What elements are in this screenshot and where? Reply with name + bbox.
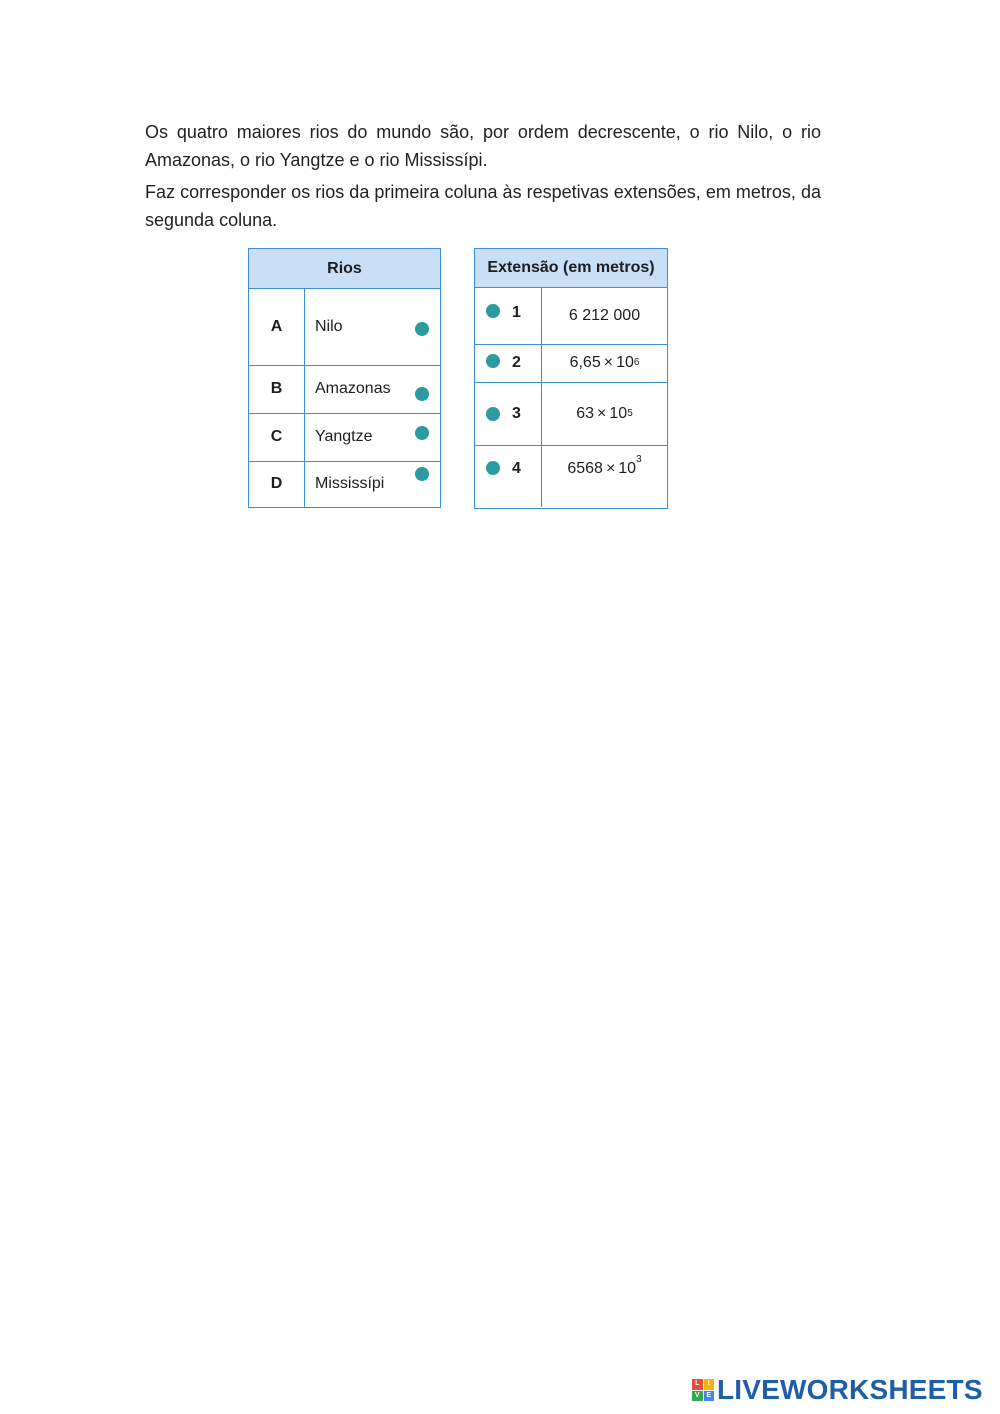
- rios-row-d: [249, 461, 440, 507]
- match-dot-a[interactable]: [415, 322, 429, 336]
- row-letter: D: [249, 461, 305, 507]
- length-value: [542, 287, 667, 344]
- river-name: Amazonas: [315, 380, 391, 397]
- ext-num-cell: [475, 445, 542, 507]
- match-dot-2[interactable]: [486, 354, 500, 368]
- ext-row-1: [475, 287, 667, 345]
- logo-letter: E: [704, 1391, 715, 1402]
- river-name: Yangtze: [315, 428, 373, 445]
- logo-text: LIVEWORKSHEETS: [717, 1374, 983, 1405]
- value-base: 6,65: [569, 354, 601, 371]
- row-number: 2: [512, 354, 521, 371]
- row-number: 1: [512, 304, 521, 321]
- match-dot-b[interactable]: [415, 387, 429, 401]
- river-name: Nilo: [315, 317, 343, 335]
- row-letter: A: [249, 288, 305, 365]
- rios-row-c: [249, 413, 440, 462]
- ext-row-3: [475, 382, 667, 446]
- rios-row-a: [249, 288, 440, 366]
- times-sign: ×: [605, 460, 616, 477]
- match-dot-c[interactable]: [415, 426, 429, 440]
- intro-paragraph: Os quatro maiores rios do mundo são, por ordem decrescente, o rio Nilo, o rio Amazonas, o rio Yangtze e o rio Mississípi.: [145, 122, 821, 170]
- length-value: 63 × 10 5: [576, 404, 633, 422]
- match-dot-1[interactable]: [486, 304, 500, 318]
- ext-num-cell: [475, 344, 542, 382]
- ext-num-cell: [475, 382, 542, 445]
- logo-letter: I: [704, 1379, 715, 1390]
- row-number: 3: [512, 405, 521, 422]
- extensao-header: Extensão (em metros): [475, 249, 667, 288]
- liveworksheets-logo-icon: [692, 1379, 714, 1401]
- match-dot-3[interactable]: [486, 407, 500, 421]
- logo-letter: V: [692, 1391, 703, 1402]
- ext-row-2: [475, 344, 667, 383]
- river-name: Mississípi: [315, 475, 385, 492]
- extensao-table: [474, 248, 668, 509]
- value-base: 63: [576, 404, 595, 422]
- row-number: 4: [512, 460, 521, 477]
- liveworksheets-logo[interactable]: [692, 1376, 983, 1404]
- length-value: 6,65 × 10 6: [569, 354, 640, 371]
- match-dot-4[interactable]: [486, 461, 500, 475]
- logo-letter: L: [692, 1379, 703, 1390]
- value-base: 6568: [567, 460, 603, 477]
- value-power: 10: [618, 460, 637, 477]
- instruction-paragraph: Faz corresponder os rios da primeira coluna às respetivas extensões, em metros, da segunda coluna.: [145, 182, 821, 230]
- ext-num-cell: [475, 287, 542, 344]
- value-power: 10: [609, 404, 628, 422]
- row-letter: C: [249, 413, 305, 461]
- value-power: 10: [616, 354, 634, 371]
- match-dot-d[interactable]: [415, 467, 429, 481]
- row-letter: B: [249, 365, 305, 413]
- value-base: 6 212 000: [568, 306, 641, 324]
- times-sign: ×: [603, 354, 614, 371]
- rios-row-b: [249, 365, 440, 414]
- times-sign: ×: [597, 404, 607, 422]
- ext-row-4: [475, 445, 667, 507]
- length-value: 6568 × 10 3: [567, 454, 642, 477]
- rios-table: [248, 248, 441, 508]
- rios-header: Rios: [249, 249, 440, 289]
